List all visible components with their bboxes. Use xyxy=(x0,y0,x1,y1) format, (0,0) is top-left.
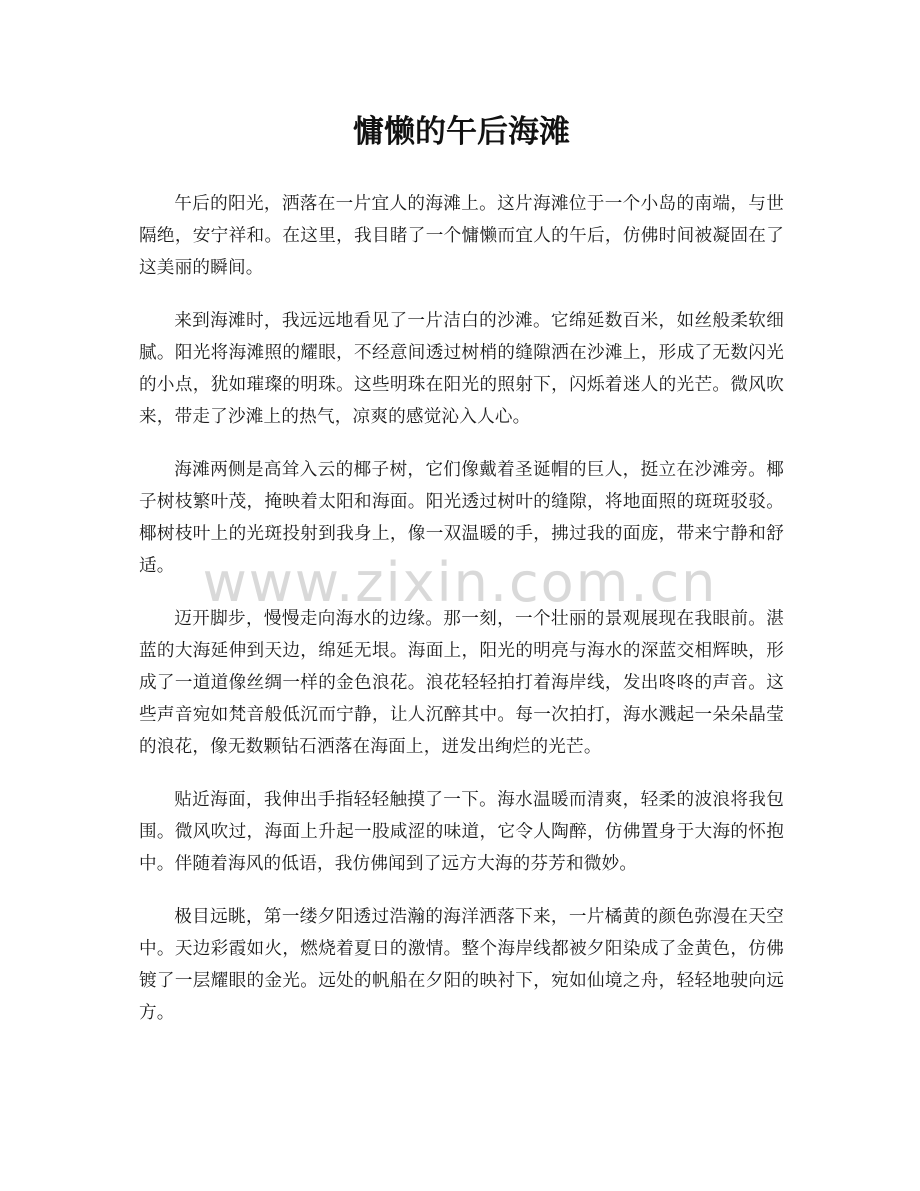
paragraph-2: 来到海滩时，我远远地看见了一片洁白的沙滩。它绵延数百米，如丝般柔软细腻。阳光将海滩照的耀眼，不经意间透过树梢的缝隙洒在沙滩上，形成了无数闪光的小点，犹如璀璨的明珠。这些明珠在阳光的照射下，闪烁着迷人的光芒。微风吹来，带走了沙滩上的热气，凉爽的感觉沁入人心。 xyxy=(139,311,784,427)
paragraph-1: 午后的阳光，洒落在一片宜人的海滩上。这片海滩位于一个小岛的南端，与世隔绝，安宁祥和。在这里，我目睹了一个慵懒而宜人的午后，仿佛时间被凝固在了这美丽的瞬间。 xyxy=(139,194,784,278)
paragraph-5: 贴近海面，我伸出手指轻轻触摸了一下。海水温暖而清爽，轻柔的波浪将我包围。微风吹过，海面上升起一股咸涩的味道，它令人陶醉，仿佛置身于大海的怀抱中。伴随着海风的低语，我仿佛闻到了远方大海的芬芳和微妙。 xyxy=(139,790,784,874)
watermark: www.zixin.com.cn xyxy=(202,551,718,614)
paragraph-3: 海滩两侧是高耸入云的椰子树，它们像戴着圣诞帽的巨人，挺立在沙滩旁。椰子树枝繁叶茂，掩映着太阳和海面。阳光透过树叶的缝隙，将地面照的斑斑驳驳。椰树枝叶上的光斑投射到我身上，像一双温暖的手，拂过我的面庞，带来宁静和舒适。 xyxy=(139,460,784,576)
paragraph-4: 迈开脚步，慢慢走向海水的边缘。那一刻，一个壮丽的景观展现在我眼前。湛蓝的大海延伸到天边，绵延无垠。海面上，阳光的明亮与海水的深蓝交相辉映，形成了一道道像丝绸一样的金色浪花。浪花轻轻拍打着海岸线，发出咚咚的声音。这些声音宛如梵音般低沉而宁静，让人沉醉其中。每一次拍打，海水溅起一朵朵晶莹的浪花，像无数颗钻石洒落在海面上，迸发出绚烂的光芒。 xyxy=(139,609,784,757)
page-title: 慵懒的午后海滩 xyxy=(353,114,570,150)
paragraph-6: 极目远眺，第一缕夕阳透过浩瀚的海洋洒落下来，一片橘黄的颜色弥漫在天空中。天边彩霞如火，燃烧着夏日的激情。整个海岸线都被夕阳染成了金黄色，仿佛镀了一层耀眼的金光。远处的帆船在夕阳的映衬下，宛如仙境之舟，轻轻地驶向远方。 xyxy=(139,907,784,1023)
